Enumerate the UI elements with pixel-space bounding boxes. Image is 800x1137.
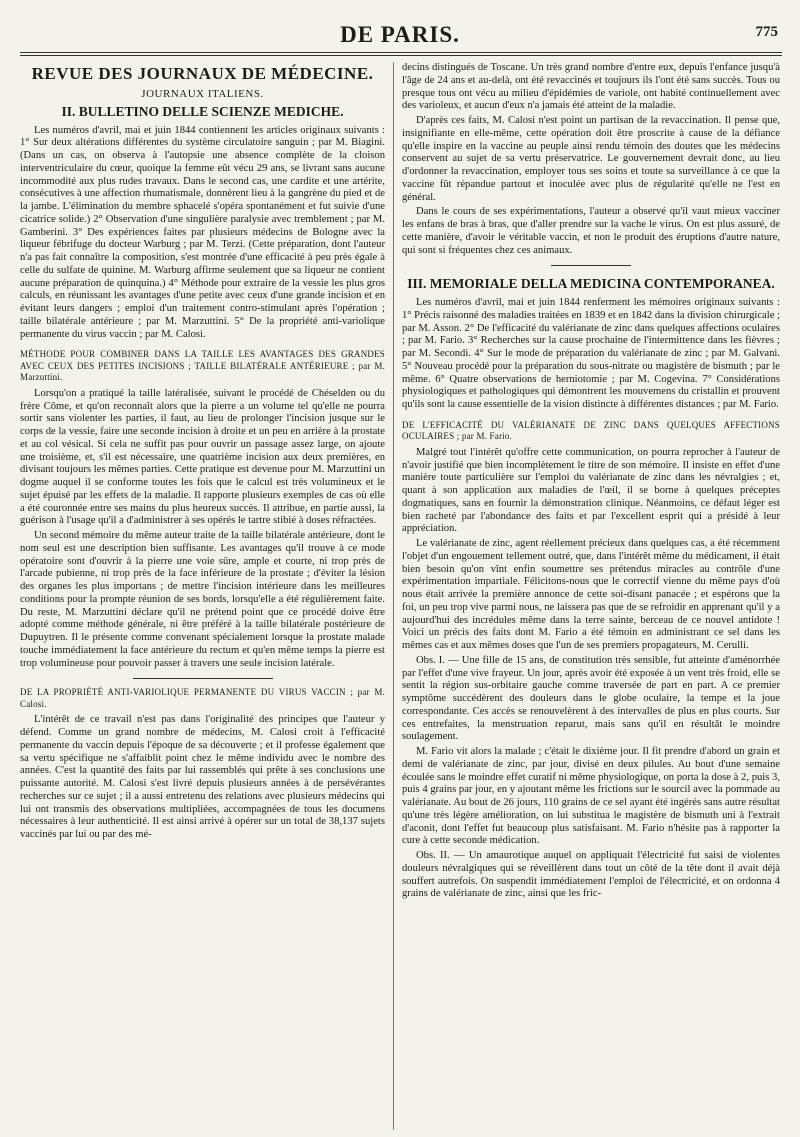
paragraph: Les numéros d'avril, mai et juin 1844 contiennent les articles originaux suivants : 1° Sur deux altérations différentes du système circulatoire sanguin ; par M. Biagini. (Dans un cas, on observa à l'autopsie une absence complète de la cloison interventriculaire du cœur, quoique la femme eût vécu 29 ans, se livrant sans aucune incommodité aux plus rudes travaux. Dans le second cas, une cardite et une artérite, consécutives à une affection rhumatismale, donnèrent lieu à la gangrène du pied et de la jambe. L'élimination du membre sphacelé s'opéra spontanément et fut suivie d'une cicatrice solide.) 2° Observation d'une singulière paralysie avec tremblement ; par M. Gamberini. 3° Des expériences faites par plusieurs médecins de Bologne avec la liqueur fébrifuge du docteur Warburg ; par M. Terzi. (Cette préparation, dont l'auteur n'a pas fait connaître la composition, s'est montrée d'une efficacité à peu près égale à celle du sulfate de quinine. M. Warburg affirme seulement que sa liqueur ne contient aucune préparation de quinquina.) 4° Méthode pour extraire de la vessie les plus gros calculs, en réunissant les avantages d'une petite avec ceux d'une grande incision et en évitant leurs dangers ; emploi d'un traitement contro-stimulant après l'opération ; taille bilatérale antérieure ; par M. Marzuttini. 5° De la propriété anti-variolique permanente du virus vaccin ; par M. Calosi.	[20, 124, 385, 340]
right-column	[402, 62, 780, 1130]
separator-rule	[551, 265, 631, 266]
section-heading: II. BULLETINO DELLE SCIENZE MEDICHE.	[61, 103, 344, 119]
running-title: DE PARIS.	[340, 22, 460, 47]
article-heading: DE L'EFFICACITÉ DU VALÉRIANATE DE ZINC DANS QUELQUES AFFECTIONS OCULAIRES ; par M. Fario.	[402, 419, 780, 442]
article-heading: DE LA PROPRIÉTÉ ANTI-VARIOLIQUE PERMANENTE DU VIRUS VACCIN ; par M. Calosi.	[20, 687, 385, 709]
paragraph: Un second mémoire du même auteur traite de la taille bilatérale antérieure, dont le nom seul est une description bien suffisante. Les avantages qu'il trouve à ce mode opératoire sont d'ouvrir à la pierre une voie sûre, ample et courte, ni trop près de l'arcade pubienne, ni trop près de la face inférieure de la prostate ; d'éviter la lésion des organes les plus importans ; de mettre l'incision intérieure dans les meilleures conditions pour la prompte réunion de ses bords, lorsqu'elle a été régulièrement faite. Du reste, M. Marzuttini déclare qu'il ne prétend point que ce procédé doive être adopté comme méthode générale, ni être préféré à la taille bilatérale postérieure de Dupuytren. Il le présente comme convenant spécialement lorsque la prostate malade touche immédiatement la face antérieure du rectum et qu'en même temps la pierre est trop volumineuse pour pouvoir passer à travers une seule incision latérale.	[20, 530, 385, 669]
paragraph: Dans le cours de ses expérimentations, l'auteur a observé qu'il vaut mieux vacciner les enfans de bras à bras, que d'aller prendre sur la vache le virus. On est plus assuré, de cette manière, d'avoir le véritable vaccin, et non le produit des éruptions d'autre nature, qui sont si fréquentes chez ces animaux.	[402, 206, 780, 256]
paragraph: D'après ces faits, M. Calosi n'est point un partisan de la revaccination. Il pense que, insignifiante en elle-même, cette opération doit être proscrite à cause de la défiance qu'elle inspire en la vaccine au peuple ainsi rendu témoin des doutes que les médecins conservent au sujet de sa vertu préservatrice. Le gouvernement devrait donc, au lieu d'ordonner la revaccination, employer tous ses soins et toute sa surveillance à ce que la vaccine fût répandue partout et inoculée avec plus de régularité qu'elle ne l'est en général.	[402, 115, 780, 203]
section-heading: III. MEMORIALE DELLA MEDICINA CONTEMPORANEA.	[407, 276, 775, 292]
journals-subtitle: JOURNAUX ITALIENS.	[141, 88, 264, 100]
paragraph: Malgré tout l'intérêt qu'offre cette communication, on pourra reprocher à l'auteur de n'avoir justifié que bien incomplètement le titre de son mémoire. Il insiste en effet d'une manière toute particulière sur l'emploi du valérianate de zinc dans les névralgies ; et, quant à son application aux maladies de l'œil, il se borne à quelques préceptes dogmatiques, sans en fournir la démonstration clinique. Néanmoins, ce défaut léger est bien racheté par l'abondance des faits et par l'excellent esprit qui a présidé à leur appréciation.	[402, 446, 780, 535]
separator-rule	[133, 678, 273, 679]
paragraph: Lorsqu'on a pratiqué la taille latéralisée, suivant le procédé de Chéselden ou du frère Côme, et qu'on reconnaît alors que la pierre a un volume tel qu'elle ne pourra sortir sans violenter les parties, il faut, au lieu de prolonger l'incision jusque sur le corps de la vessie, faire une seconde incision à droite et un peu en arrière à la prostate et au col vésical. Si cela ne suffit pas pour ouvrir un passage assez large, on ajoute une troisième, et, s'il est nécessaire, une quatrième incision aux deux premières, en divisant toujours les mêmes parties. Cette pratique est devenue pour M. Marzuttini un dogme auquel il se conforme toutes les fois que le calcul est très volumineux et le sujet épuisé par les effets de la maladie. Il rapporte plusieurs exemples de cas où elle a été couronnée entre ses mains du plus heureux succès. Il attribue, en partie aussi, la guérison à l'usage qu'il a d'administrer à ses opérés le tartre stibié à doses réfractées.	[20, 387, 385, 527]
header-rule	[20, 52, 782, 53]
paragraph: M. Fario vit alors la malade ; c'était le dixième jour. Il fit prendre d'abord un grain et demi de valérianate de zinc, par jour, divisé en deux pilules. Au bout d'une semaine écoulée sans le moindre effet curatif ni même physiologique, on porta la dose à 2, puis 3, puis 4 grains par jour, en y ajoutant même les frictions sur le sourcil avec la pommade au valérianate. Au bout de 26 jours, 110 grains de ce sel ayant été ingérés sans autre résultat qu'une très légère amélioration, on lui substitua le magistère de bismuth uni à l'extrait d'aconit, dont l'effet fut beaucoup plus satisfaisant. M. Fario n'hésite pas à rapporter la cure à cette seconde médication.	[402, 746, 780, 847]
page-number: 775	[755, 24, 778, 40]
column-divider	[393, 62, 394, 1130]
header-rule-double	[20, 55, 782, 56]
paragraph: Le valérianate de zinc, agent réellement précieux dans quelques cas, a été récemment l'objet d'un engouement tellement outré, que, dans l'intérêt même du médicament, il était bien besoin qu'on vînt enfin soumettre ses prétendus miracles au contrôle d'une expérimentation impartiale. Félicitons-nous que le correctif vienne du même pays d'où nous était arrivée la première annonce de cette soi-disant panacée ; et espérons que la foi, un peu trop vive parmi nous, ne laissera pas que de se refroidir en apprenant qu'il y a aujourd'hui des incrédules même dans la terre sainte, berceau de ce nouvel antidote ! Voici un précis des faits dont M. Fario a été témoin en administrant ce sel dans les mêmes cas et aux mêmes doses que l'un de ses premiers propagateurs, M. Cerulli.	[402, 538, 780, 651]
article-heading: MÉTHODE POUR COMBINER DANS LA TAILLE LES AVANTAGES DES GRANDES AVEC CEUX DES PETITES INCISIONS ; TAILLE BILATÉRALE ANTÉRIEURE ; par M. Marzuttini.	[20, 349, 385, 383]
paragraph: L'intérêt de ce travail n'est pas dans l'originalité des principes que l'auteur y défend. Comme un grand nombre de médecins, M. Calosi croit à l'efficacité permanente du vaccin depuis l'époque de sa découverte ; et il professe également que sa vertu spécifique ne s'affaiblit point chez le même individu avec le nombre des années. C'est la quantité des faits par lui rassemblés qui prête à ses conclusions une puissante autorité. M. Calosi s'est livré depuis plusieurs années à de persévérantes recherches sur ce sujet ; il a aussi entretenu des relations avec plusieurs médecins qui lui ont transmis des observations multipliées, accompagnées de tous les documens nécessaires à leur authenticité. Il est ainsi arrivé à opérer sur un total de 38,137 sujets vaccinés par lui ou par des mé-	[20, 714, 385, 840]
paragraph: Les numéros d'avril, mai et juin 1844 renferment les mémoires originaux suivants : 1° Précis raisonné des maladies traitées en 1839 et en 1842 dans la division chirurgicale ; par M. Asson. 2° De l'efficacité du valérianate de zinc dans quelques affections oculaires ; par M. Fario. 3° Recherches sur la cause prochaine de l'intermittence dans les fièvres ; par M. Secondi. 4° Sur le mode de préparation du valérianate de zinc ; par M. Galvani. 5° Nouveau procédé pour la préparation du sous-nitrate ou magistère de bismuth ; par le même. 6° Quatre observations de herniotomie ; par M. Cogevina. 7° Considérations physiologiques et pathologiques qui démontrent les mouvemens du cristallin et prouvent qu'ils sont la cause essentielle de la vision distincte à différentes distances ; par M. Fario.	[402, 297, 780, 410]
observation-paragraph: Obs. II. — Un amaurotique auquel on appliquait l'électricité fut saisi de violentes douleurs névralgiques qui se réveillèrent dans tout un côté de la tête dont il avait déjà souffert autrefois. On suspendit immédiatement l'emploi de l'électricité, et on ordonna 4 grains de valérianate de zinc, ainsi que les fric-	[402, 850, 780, 900]
running-header	[0, 22, 800, 48]
left-column	[20, 62, 385, 1130]
review-title: REVUE DES JOURNAUX DE MÉDECINE.	[31, 64, 374, 83]
observation-paragraph: Obs. I. — Une fille de 15 ans, de constitution très sensible, fut atteinte d'aménorrhée par l'effet d'une vive frayeur. Un jour, après avoir été exposée à un vent très froid, elle se sentit la région sus-orbitaire gauche comme traversée de part en part. A ce premier symptôme succédèrent des douleurs dans le globe oculaire, la tempe et la joue correspondante. Ces accès se renouvelèrent à des intervalles de plus en plus courts. Sur ces entrefaites, la menstruation reparut, mais sans qu'il en résultât le moindre soulagement.	[402, 654, 780, 743]
paragraph: decins distingués de Toscane. Un très grand nombre d'entre eux, depuis l'enfance jusqu'à l'âge de 24 ans et au-delà, ont été revaccinés et toujours ils l'ont été sans succès. Tous ou presque tous ont vécu au milieu d'épidémies de variole, ont habité continuellement avec des varioleux, et aucun d'eux n'a jamais été atteint de la maladie.	[402, 62, 780, 112]
